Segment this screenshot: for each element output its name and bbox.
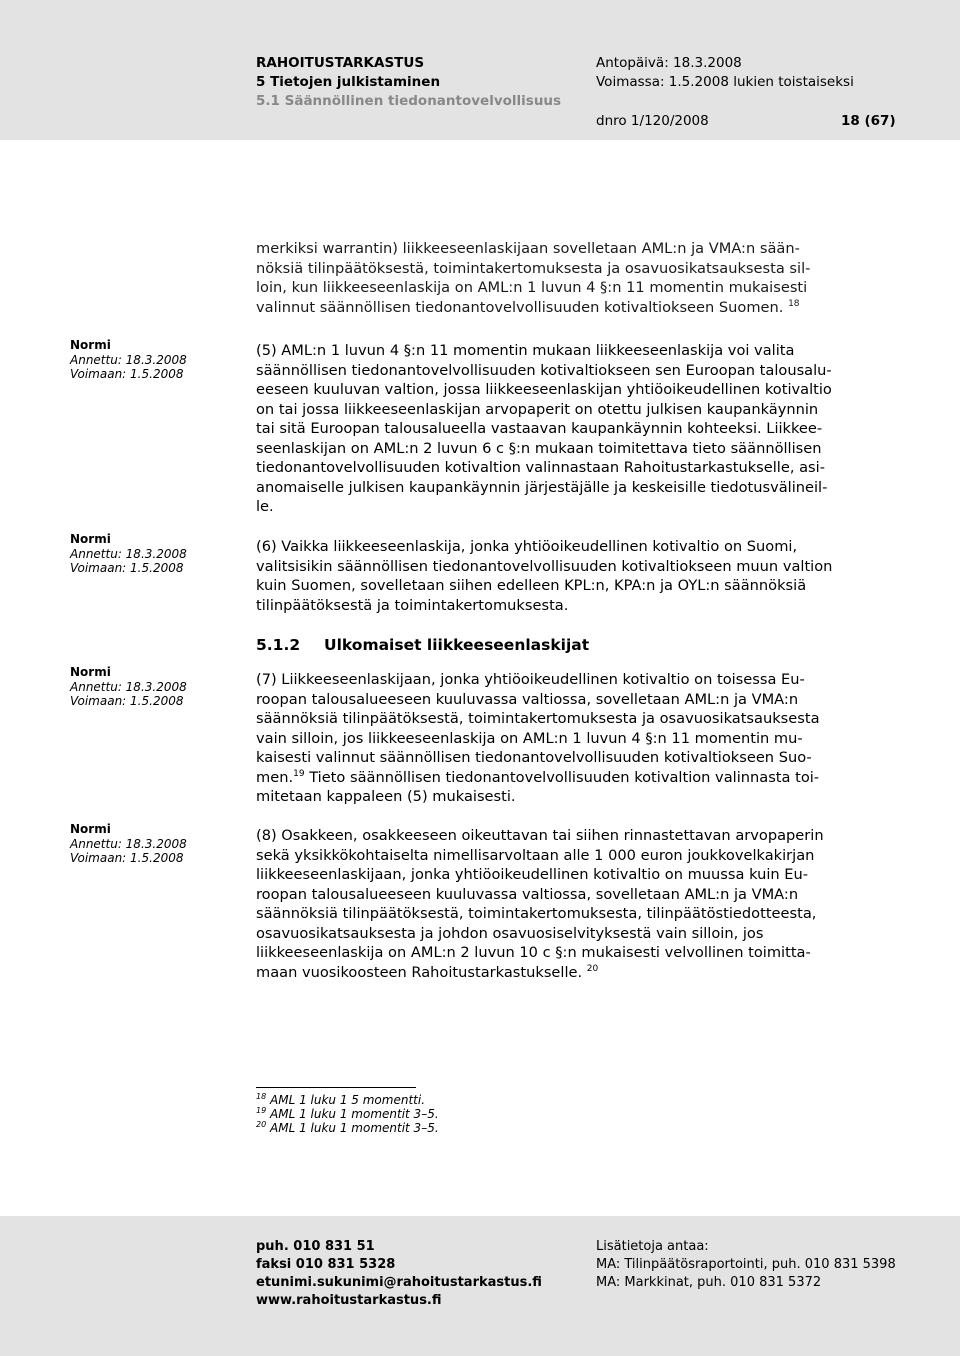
footer-info-label: Lisätietoja antaa: xyxy=(596,1239,709,1254)
text-line: liikkeeseenlaskijaan, jonka yhtiöoikeudellinen kotivaltio on muussa kuin Eu- xyxy=(256,866,809,883)
norm-valid: Voimaan: 1.5.2008 xyxy=(70,851,184,865)
text-line: le. xyxy=(256,498,274,515)
footnote xyxy=(256,1121,439,1135)
text-line: liikkeeseenlaskija on AML:n 2 luvun 10 c §:n mukaisesti velvollinen toimitta- xyxy=(256,944,811,961)
footnotes xyxy=(256,1093,439,1135)
footnote-text: AML 1 luku 1 momentit 3–5. xyxy=(270,1121,439,1135)
intro-paragraph xyxy=(256,239,896,317)
norm-valid: Voimaan: 1.5.2008 xyxy=(70,561,184,575)
text-line: (7) Liikkeeseenlaskijaan, jonka yhtiöoikeudellinen kotivaltio on toisessa Eu- xyxy=(256,671,805,688)
norm-issued: Annettu: 18.3.2008 xyxy=(70,546,187,561)
footnote-ref: 20 xyxy=(586,963,599,974)
text-line: valitsisikin säännöllisen tiedonantovelvollisuuden kotivaltiokseen muun valtion xyxy=(256,557,833,575)
page-number: 18 (67) xyxy=(841,113,896,129)
norm-issued: Annettu: 18.3.2008 xyxy=(70,836,187,851)
footnote-number: 20 xyxy=(256,1120,267,1129)
text-line: säännöksiä tilinpäätöksestä, toimintakertomuksesta, tilinpäätöstiedotteesta, xyxy=(256,905,817,922)
text-line: roopan talousalueeseen kuuluvassa valtiossa, sovelletaan AML:n ja VMA:n xyxy=(256,885,799,903)
issued-date: Antopäivä: 18.3.2008 xyxy=(596,55,742,71)
norm-meta xyxy=(70,822,187,866)
header-band xyxy=(0,0,960,140)
norm-meta xyxy=(70,338,187,382)
footnote-text: AML 1 luku 1 5 momentti. xyxy=(270,1093,426,1107)
text-line: kaisesti valinnut säännöllisen tiedonantovelvollisuuden kotivaltiokseen Suo- xyxy=(256,749,812,766)
org-name: RAHOITUSTARKASTUS xyxy=(256,55,425,71)
text-line: sekä yksikkökohtaiselta nimellisarvoltaan alle 1 000 euron joukkovelkakirjan xyxy=(256,846,815,864)
footer-web-link[interactable]: www.rahoitustarkastus.fi xyxy=(256,1293,442,1308)
validity: Voimassa: 1.5.2008 lukien toistaiseksi xyxy=(596,74,854,90)
norm-valid: Voimaan: 1.5.2008 xyxy=(70,694,184,708)
footer-contact-2: MA: Markkinat, puh. 010 831 5372 xyxy=(596,1275,822,1290)
text-line: kuin Suomen, sovelletaan siihen edelleen KPL:n, KPA:n ja OYL:n säännöksiä xyxy=(256,577,807,594)
text-line: loin, kun liikkeeseenlaskija on AML:n 1 luvun 4 §:n 11 momentin mukaisesti xyxy=(256,279,808,296)
text-line: anomaiselle julkisen kaupankäynnin järjestäjälle ja keskeisille tiedotusvälineil- xyxy=(256,478,828,496)
norm-issued: Annettu: 18.3.2008 xyxy=(70,352,187,367)
text-line: eeseen kuuluvan valtion, jossa liikkeeseenlaskijan yhtiöoikeudellinen kotivaltio xyxy=(256,381,832,398)
footnote-text: AML 1 luku 1 momentit 3–5. xyxy=(270,1107,439,1121)
text-line: mitetaan kappaleen (5) mukaisesti. xyxy=(256,788,516,805)
norm-paragraph-7 xyxy=(256,670,896,807)
text-line: Tieto säännöllisen tiedonantovelvollisuuden kotivaltion valinnasta toi- xyxy=(309,768,820,786)
footnote-ref: 18 xyxy=(788,298,800,309)
footnote xyxy=(256,1093,439,1107)
text-line: valinnut säännöllisen tiedonantovelvollisuuden kotivaltiokseen Suomen. xyxy=(256,298,784,316)
norm-label: Normi xyxy=(70,338,111,352)
footer-contact xyxy=(256,1238,542,1310)
norm-paragraph-5 xyxy=(256,341,896,517)
text-line: säännöllisen tiedonantovelvollisuuden kotivaltiokseen sen Euroopan talousalu- xyxy=(256,361,832,379)
footnote-number: 19 xyxy=(256,1106,267,1115)
text-line: on tai jossa liikkeeseenlaskijan arvopaperit on otettu julkisen kaupankäynnin xyxy=(256,400,819,418)
norm-paragraph-8 xyxy=(256,826,896,982)
text-line: (5) AML:n 1 luvun 4 §:n 11 momentin mukaan liikkeeseenlaskija voi valita xyxy=(256,342,795,359)
footnote-number: 18 xyxy=(256,1092,267,1101)
footer-info xyxy=(596,1238,896,1292)
text-line: men. xyxy=(256,768,294,786)
footnote-divider xyxy=(256,1087,416,1088)
norm-meta xyxy=(70,665,187,709)
text-line: vain silloin, jos liikkeeseenlaskija on AML:n 1 luvun 4 §:n 11 momentin mu- xyxy=(256,729,803,747)
text-line: merkiksi warrantin) liikkeeseenlaskijaan sovelletaan AML:n ja VMA:n sään- xyxy=(256,240,800,257)
norm-valid: Voimaan: 1.5.2008 xyxy=(70,367,184,381)
text-line: tilinpäätöksestä ja toimintakertomuksesta. xyxy=(256,596,569,614)
norm-label: Normi xyxy=(70,665,111,679)
text-line: osavuosikatsauksesta ja johdon osavuosiselvityksestä vain silloin, jos xyxy=(256,924,764,942)
norm-label: Normi xyxy=(70,822,111,836)
text-line: tai sitä Euroopan talousalueella vastaavan kaupankäynnin kohteeksi. Liikkee- xyxy=(256,420,823,437)
footer-contact-1: MA: Tilinpäätösraportointi, puh. 010 831 5398 xyxy=(596,1257,896,1272)
norm-issued: Annettu: 18.3.2008 xyxy=(70,679,187,694)
section-heading xyxy=(256,636,589,654)
text-line: (6) Vaikka liikkeeseenlaskija, jonka yhtiöoikeudellinen kotivaltio on Suomi, xyxy=(256,538,798,555)
section-title: 5.1 Säännöllinen tiedonantovelvollisuus xyxy=(256,93,562,109)
norm-paragraph-6 xyxy=(256,537,896,615)
text-line: nöksiä tilinpäätöksestä, toimintakertomuksesta ja osavuosikatsauksesta sil- xyxy=(256,259,811,277)
footer-fax: faksi 010 831 5328 xyxy=(256,1257,396,1272)
footer-email-link[interactable]: etunimi.sukunimi@rahoitustarkastus.fi xyxy=(256,1275,542,1290)
footnote-ref: 19 xyxy=(293,768,305,779)
footer-phone: puh. 010 831 51 xyxy=(256,1239,375,1254)
section-number: 5.1.2 xyxy=(256,636,301,654)
dnro: dnro 1/120/2008 xyxy=(596,113,709,129)
text-line: tiedonantovelvollisuuden kotivaltion valinnastaan Rahoitustarkastukselle, asi- xyxy=(256,459,825,476)
text-line: (8) Osakkeen, osakkeeseen oikeuttavan tai siihen rinnastettavan arvopaperin xyxy=(256,827,824,844)
text-line: maan vuosikoosteen Rahoitustarkastukselle. xyxy=(256,963,583,981)
norm-label: Normi xyxy=(70,532,111,546)
text-line: säännöksiä tilinpäätöksestä, toimintakertomuksesta ja osavuosikatsauksesta xyxy=(256,710,820,727)
text-line: roopan talousalueeseen kuuluvassa valtiossa, sovelletaan AML:n ja VMA:n xyxy=(256,690,799,708)
text-line: seenlaskijan on AML:n 2 luvun 6 c §:n mukaan toimitettava tieto säännöllisen xyxy=(256,439,822,457)
chapter-title: 5 Tietojen julkistaminen xyxy=(256,74,441,90)
footnote xyxy=(256,1107,439,1121)
section-heading-title: Ulkomaiset liikkeeseenlaskijat xyxy=(324,636,590,654)
norm-meta xyxy=(70,532,187,576)
